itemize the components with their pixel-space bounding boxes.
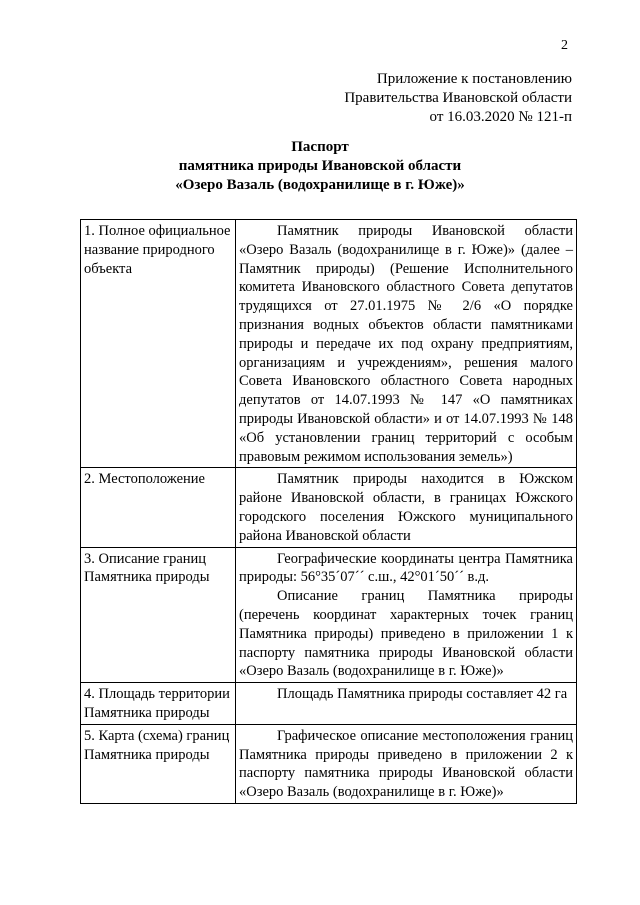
appendix-line: Правительства Ивановской области — [344, 90, 572, 106]
row-paragraph: Географические координаты центра Памятника природы: 56°35´07´´ с.ш., 42°01´50´´ в.д. — [239, 550, 573, 586]
table-row — [81, 724, 577, 803]
passport-table — [80, 219, 577, 804]
row-label: 4. Площадь территории Памятника природы — [81, 683, 236, 725]
row-label: 1. Полное официальное название природного объекта — [81, 220, 236, 468]
row-value — [236, 683, 577, 725]
row-label: 3. Описание границ Памятника природы — [81, 547, 236, 683]
title-line: памятника природы Ивановской области — [178, 158, 462, 174]
appendix-note — [344, 70, 572, 127]
page-number: 2 — [561, 38, 568, 53]
row-value — [236, 468, 577, 547]
table-row — [81, 220, 577, 468]
row-paragraph: Площадь Памятника природы составляет 42 га — [277, 686, 568, 703]
document-title — [0, 138, 640, 195]
row-paragraph: Описание границ Памятника природы (перечень координат характерных точек границ Памятника природы) приведено в приложении 1 к паспорту памятника природы Ивановской области «Озеро Вазаль (водохранилище в г. Юже)» — [239, 588, 573, 680]
row-paragraph: Памятник природы Ивановской области «Озеро Вазаль (водохранилище в г. Юже)» (далее – Памятник природы) (Решение Исполнительного комитета Ивановского областного Совета депутатов трудящихся от 27.01.1975 № 2/6 «О порядке признания водных объектов области памятниками природы и передаче их под охрану предприятиям, организациям и учреждениям», решения малого Совета Ивановского областного Совета народных депутатов от 14.07.1993 № 147 «О памятниках природы Ивановской области» и от 14.07.1993 № 148 «Об установлении границ территорий с особым правовым режимом использования земель») — [239, 223, 573, 465]
row-label: 2. Местоположение — [81, 468, 236, 547]
title-line: «Озеро Вазаль (водохранилище в г. Юже)» — [175, 177, 465, 193]
row-paragraph: Памятник природы находится в Южском районе Ивановской области, в границах Южского городского поселения Южского муниципального района Ивановской области — [239, 471, 573, 544]
row-label: 5. Карта (схема) границ Памятника природы — [81, 724, 236, 803]
row-paragraph: Графическое описание местоположения границ Памятника природы приведено в приложении 2 к паспорту памятника природы Ивановской области «Озеро Вазаль (водохранилище в г. Юже)» — [239, 727, 573, 801]
row-value — [236, 724, 577, 803]
table-row — [81, 547, 577, 683]
row-value — [236, 220, 577, 468]
title-line: Паспорт — [291, 139, 349, 155]
appendix-line: Приложение к постановлению — [376, 71, 572, 87]
table-row — [81, 468, 577, 547]
appendix-line: от 16.03.2020 № 121-п — [429, 109, 572, 125]
row-value — [236, 547, 577, 683]
table-row — [81, 683, 577, 725]
